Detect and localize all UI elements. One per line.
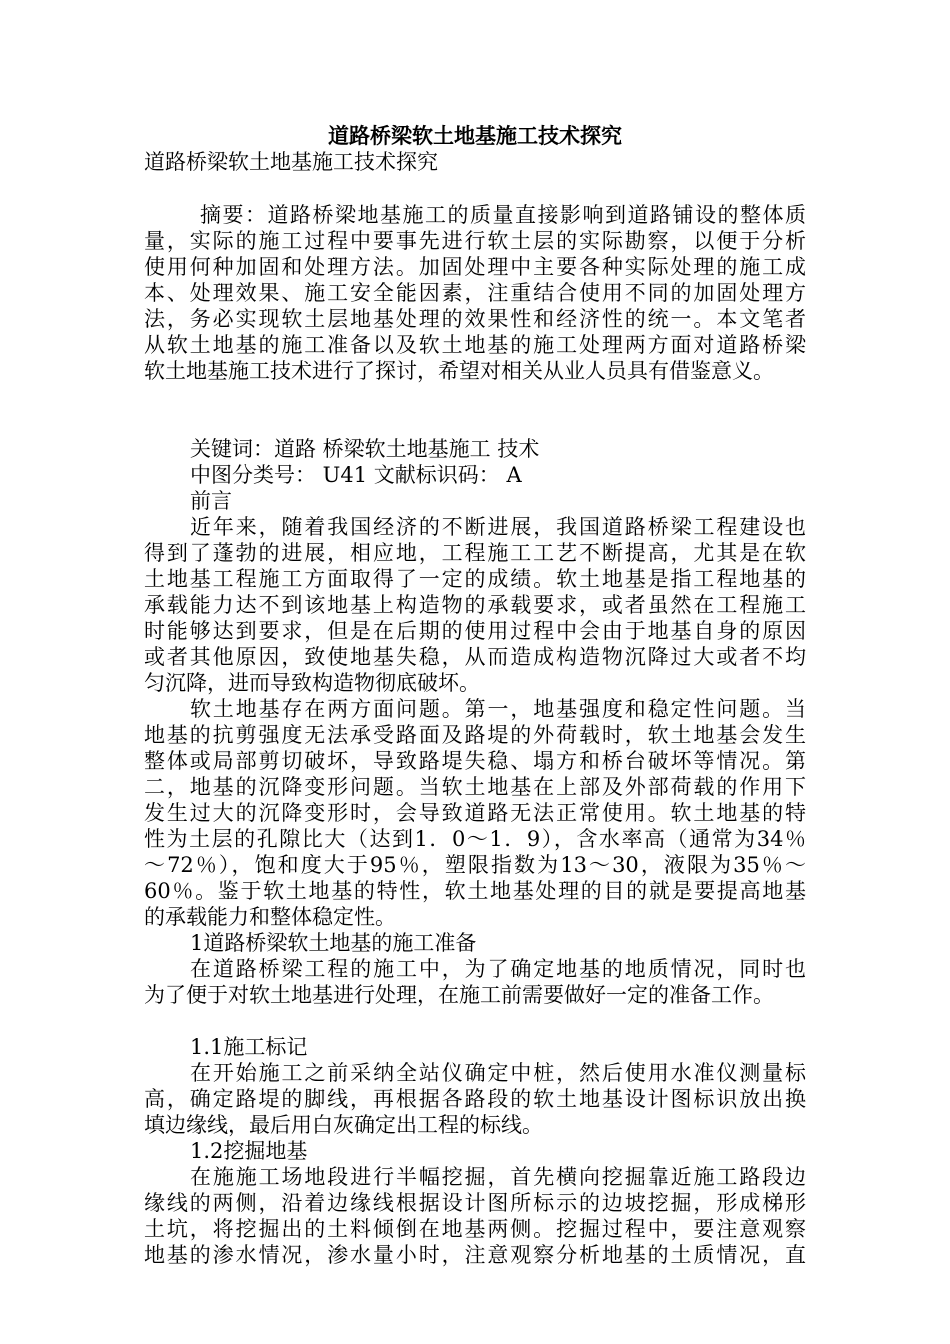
preface-heading: 前言	[190, 489, 232, 513]
body-line: 高，确定路堤的脚线，再根据各路段的软土地基设计图标识放出换	[144, 1087, 806, 1111]
subsection-heading: 1.2挖掘地基	[190, 1139, 308, 1163]
body-line: 填边缘线，最后用白灰确定出工程的标线。	[144, 1113, 543, 1137]
classification-line: 中图分类号： U41 文献标识码： A	[190, 463, 522, 487]
abstract-line: 法，务必实现软土层地基处理的效果性和经济性的统一。本文笔者	[144, 307, 806, 331]
body-line: 土地基工程施工方面取得了一定的成绩。软土地基是指工程地基的	[144, 567, 806, 591]
body-line: 时能够达到要求，但是在后期的使用过程中会由于地基自身的原因	[144, 619, 806, 643]
body-line: 为了便于对软土地基进行处理，在施工前需要做好一定的准备工作。	[144, 983, 774, 1007]
body-line: 二，地基的沉降变形问题。当软土地基在上部及外部荷载的作用下	[144, 775, 806, 799]
body-line: 地基的抗剪强度无法承受路面及路堤的外荷载时，软土地基会发生	[144, 723, 806, 747]
body-line: 性为土层的孔隙比大（达到1．0～1．9），含水率高（通常为34％	[144, 827, 806, 851]
abstract-line: 本、处理效果、施工安全能因素，注重结合使用不同的加固处理方	[144, 281, 806, 305]
body-line: 或者其他原因，致使地基失稳，从而造成构造物沉降过大或者不均	[144, 645, 806, 669]
body-line: 在道路桥梁工程的施工中，为了确定地基的地质情况，同时也	[190, 957, 806, 981]
abstract-line: 使用何种加固和处理方法。加固处理中主要各种实际处理的施工成	[144, 255, 806, 279]
body-line: ～72％），饱和度大于95％，塑限指数为13～30，液限为35％～	[144, 853, 806, 877]
body-line: 在施施工场地段进行半幅挖掘，首先横向挖掘靠近施工路段边	[190, 1165, 806, 1189]
abstract-line: 摘要：道路桥梁地基施工的质量直接影响到道路铺设的整体质	[200, 203, 806, 227]
abstract-line: 从软土地基的施工准备以及软土地基的施工处理两方面对道路桥梁	[144, 333, 806, 357]
body-line: 得到了蓬勃的进展，相应地，工程施工工艺不断提高，尤其是在软	[144, 541, 806, 565]
body-line: 软土地基存在两方面问题。第一，地基强度和稳定性问题。当	[190, 697, 806, 721]
body-line: 60％。鉴于软土地基的特性，软土地基处理的目的就是要提高地基	[144, 879, 806, 903]
subsection-heading: 1.1施工标记	[190, 1035, 308, 1059]
body-line: 近年来，随着我国经济的不断进展，我国道路桥梁工程建设也	[190, 515, 806, 539]
section-heading: 1道路桥梁软土地基的施工准备	[190, 931, 477, 955]
abstract-line: 软土地基施工技术进行了探讨，希望对相关从业人员具有借鉴意义。	[144, 359, 774, 383]
body-line: 匀沉降，进而导致构造物彻底破坏。	[144, 671, 480, 695]
body-line: 的承载能力和整体稳定性。	[144, 905, 396, 929]
body-line: 土坑，将挖掘出的土料倾倒在地基两侧。挖掘过程中，要注意观察	[144, 1217, 806, 1241]
abstract-line: 量，实际的施工过程中要事先进行软土层的实际勘察，以便于分析	[144, 229, 806, 253]
document-title: 道路桥梁软土地基施工技术探究	[328, 123, 622, 148]
body-line: 发生过大的沉降变形时，会导致道路无法正常使用。软土地基的特	[144, 801, 806, 825]
document-subtitle: 道路桥梁软土地基施工技术探究	[144, 150, 438, 174]
body-line: 整体或局部剪切破坏，导致路堤失稳、塌方和桥台破坏等情况。第	[144, 749, 806, 773]
body-line: 缘线的两侧，沿着边缘线根据设计图所标示的边坡挖掘，形成梯形	[144, 1191, 806, 1215]
body-line: 承载能力达不到该地基上构造物的承载要求，或者虽然在工程施工	[144, 593, 806, 617]
body-line: 地基的渗水情况，渗水量小时，注意观察分析地基的土质情况，直	[144, 1243, 806, 1267]
keywords-line: 关键词：道路 桥梁软土地基施工 技术	[190, 437, 540, 461]
body-line: 在开始施工之前采纳全站仪确定中桩，然后使用水准仪测量标	[190, 1061, 806, 1085]
